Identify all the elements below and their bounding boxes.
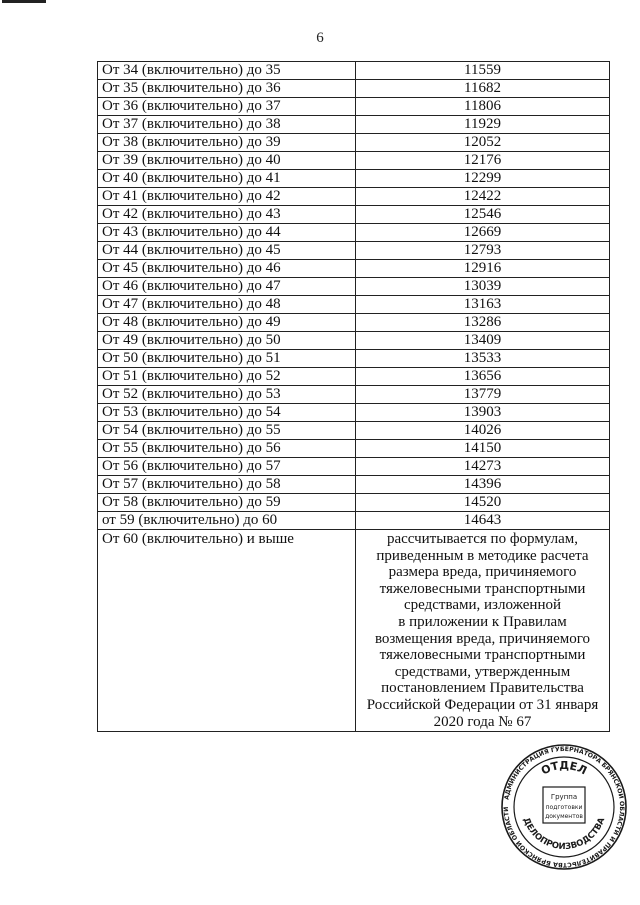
seal-stamp <box>500 743 628 871</box>
weight-range-cell: От 41 (включительно) до 42 <box>98 188 356 206</box>
table-row <box>98 368 610 386</box>
weight-range-cell: от 59 (включительно) до 60 <box>98 512 356 530</box>
rate-value-cell: 13533 <box>356 350 610 368</box>
table-row <box>98 332 610 350</box>
rate-value-cell: 14150 <box>356 440 610 458</box>
table-row <box>98 116 610 134</box>
formula-text-line: возмещения вреда, причиняемого <box>374 630 591 647</box>
rate-value-cell: 12669 <box>356 224 610 242</box>
formula-text-line: тяжеловесными транспортными <box>379 647 586 664</box>
table-row <box>98 296 610 314</box>
rate-value-cell: 11806 <box>356 98 610 116</box>
rate-value-cell: 11559 <box>356 62 610 80</box>
weight-range-cell: От 50 (включительно) до 51 <box>98 350 356 368</box>
rate-value-cell: 13163 <box>356 296 610 314</box>
formula-text-line: в приложении к Правилам <box>398 613 567 630</box>
page-number: 6 <box>316 30 324 46</box>
table-row <box>98 314 610 332</box>
weight-range-cell: От 40 (включительно) до 41 <box>98 170 356 188</box>
rate-value-cell: 13779 <box>356 386 610 404</box>
table-row <box>98 386 610 404</box>
rate-formula-cell <box>356 530 610 732</box>
table-row <box>98 458 610 476</box>
table-row-final <box>98 530 610 732</box>
table-row <box>98 350 610 368</box>
rate-value-cell: 14026 <box>356 422 610 440</box>
table-row <box>98 494 610 512</box>
rate-value-cell: 12299 <box>356 170 610 188</box>
rate-value-cell: 11929 <box>356 116 610 134</box>
table-row <box>98 152 610 170</box>
weight-range-cell: От 47 (включительно) до 48 <box>98 296 356 314</box>
weight-range-cell: От 39 (включительно) до 40 <box>98 152 356 170</box>
table-row <box>98 206 610 224</box>
formula-text-line: 2020 года № 67 <box>433 713 532 730</box>
seal-inner-top-text: ОТДЕЛ <box>539 758 589 778</box>
weight-range-cell: От 49 (включительно) до 50 <box>98 332 356 350</box>
table-row <box>98 134 610 152</box>
weight-range-cell: От 53 (включительно) до 54 <box>98 404 356 422</box>
formula-text-line: тяжеловесными транспортными <box>379 580 586 597</box>
weight-range-cell: От 38 (включительно) до 39 <box>98 134 356 152</box>
rate-value-cell: 12052 <box>356 134 610 152</box>
rates-table <box>97 61 610 732</box>
seal-center-line-3: документов <box>545 813 583 820</box>
formula-text-line: постановлением Правительства <box>381 680 584 697</box>
table-row <box>98 512 610 530</box>
weight-range-cell: От 48 (включительно) до 49 <box>98 314 356 332</box>
weight-range-cell: От 52 (включительно) до 53 <box>98 386 356 404</box>
rate-value-cell: 11682 <box>356 80 610 98</box>
table-row <box>98 170 610 188</box>
weight-range-cell: От 54 (включительно) до 55 <box>98 422 356 440</box>
weight-range-cell: От 57 (включительно) до 58 <box>98 476 356 494</box>
weight-range-cell: От 43 (включительно) до 44 <box>98 224 356 242</box>
weight-range-cell: От 36 (включительно) до 37 <box>98 98 356 116</box>
weight-range-cell: От 34 (включительно) до 35 <box>98 62 356 80</box>
table-row <box>98 80 610 98</box>
weight-range-cell: От 35 (включительно) до 36 <box>98 80 356 98</box>
scan-corner-mark <box>2 0 46 3</box>
table-row <box>98 260 610 278</box>
weight-range-cell: От 60 (включительно) и выше <box>98 530 356 732</box>
formula-text-line: средствами, утвержденным <box>394 663 571 680</box>
weight-range-cell: От 55 (включительно) до 56 <box>98 440 356 458</box>
weight-range-cell: От 44 (включительно) до 45 <box>98 242 356 260</box>
rate-value-cell: 13409 <box>356 332 610 350</box>
weight-range-cell: От 37 (включительно) до 38 <box>98 116 356 134</box>
rate-value-cell: 13903 <box>356 404 610 422</box>
formula-text-line: Российской Федерации от 31 января <box>366 696 599 713</box>
seal-center-line-2: подготовки <box>545 804 583 811</box>
rate-value-cell: 12422 <box>356 188 610 206</box>
rate-value-cell: 12546 <box>356 206 610 224</box>
formula-text-line: средствами, изложенной <box>404 597 561 614</box>
table-row <box>98 98 610 116</box>
table-row <box>98 188 610 206</box>
seal-outer-text: АДМИНИСТРАЦИЯ ГУБЕРНАТОРА БРЯНСКОЙ ОБЛАСТИ И ПРАВИТЕЛЬСТВА БРЯНСКОЙ ОБЛАСТИ <box>502 745 626 869</box>
table-row <box>98 476 610 494</box>
table-row <box>98 224 610 242</box>
seal-inner-bottom-text: ДЕЛОПРОИЗВОДСТВА <box>520 816 608 853</box>
rates-table-body <box>98 62 610 732</box>
table-row <box>98 404 610 422</box>
rate-value-cell: 14396 <box>356 476 610 494</box>
rate-value-cell: 13039 <box>356 278 610 296</box>
formula-text-line: размера вреда, причиняемого <box>388 564 577 581</box>
rate-value-cell: 13286 <box>356 314 610 332</box>
weight-range-cell: От 56 (включительно) до 57 <box>98 458 356 476</box>
seal-center-line-1: Группа <box>550 793 578 801</box>
weight-range-cell: От 46 (включительно) до 47 <box>98 278 356 296</box>
weight-range-cell: От 45 (включительно) до 46 <box>98 260 356 278</box>
table-row <box>98 62 610 80</box>
rate-value-cell: 12176 <box>356 152 610 170</box>
rate-value-cell: 12916 <box>356 260 610 278</box>
rate-value-cell: 13656 <box>356 368 610 386</box>
rate-value-cell: 14273 <box>356 458 610 476</box>
weight-range-cell: От 51 (включительно) до 52 <box>98 368 356 386</box>
table-row <box>98 422 610 440</box>
table-row <box>98 242 610 260</box>
formula-text-line: приведенным в методике расчета <box>376 547 589 564</box>
rate-value-cell: 14643 <box>356 512 610 530</box>
weight-range-cell: От 58 (включительно) до 59 <box>98 494 356 512</box>
rate-value-cell: 14520 <box>356 494 610 512</box>
weight-range-cell: От 42 (включительно) до 43 <box>98 206 356 224</box>
rate-value-cell: 12793 <box>356 242 610 260</box>
formula-text-line: рассчитывается по формулам, <box>386 531 579 547</box>
table-row <box>98 278 610 296</box>
table-row <box>98 440 610 458</box>
